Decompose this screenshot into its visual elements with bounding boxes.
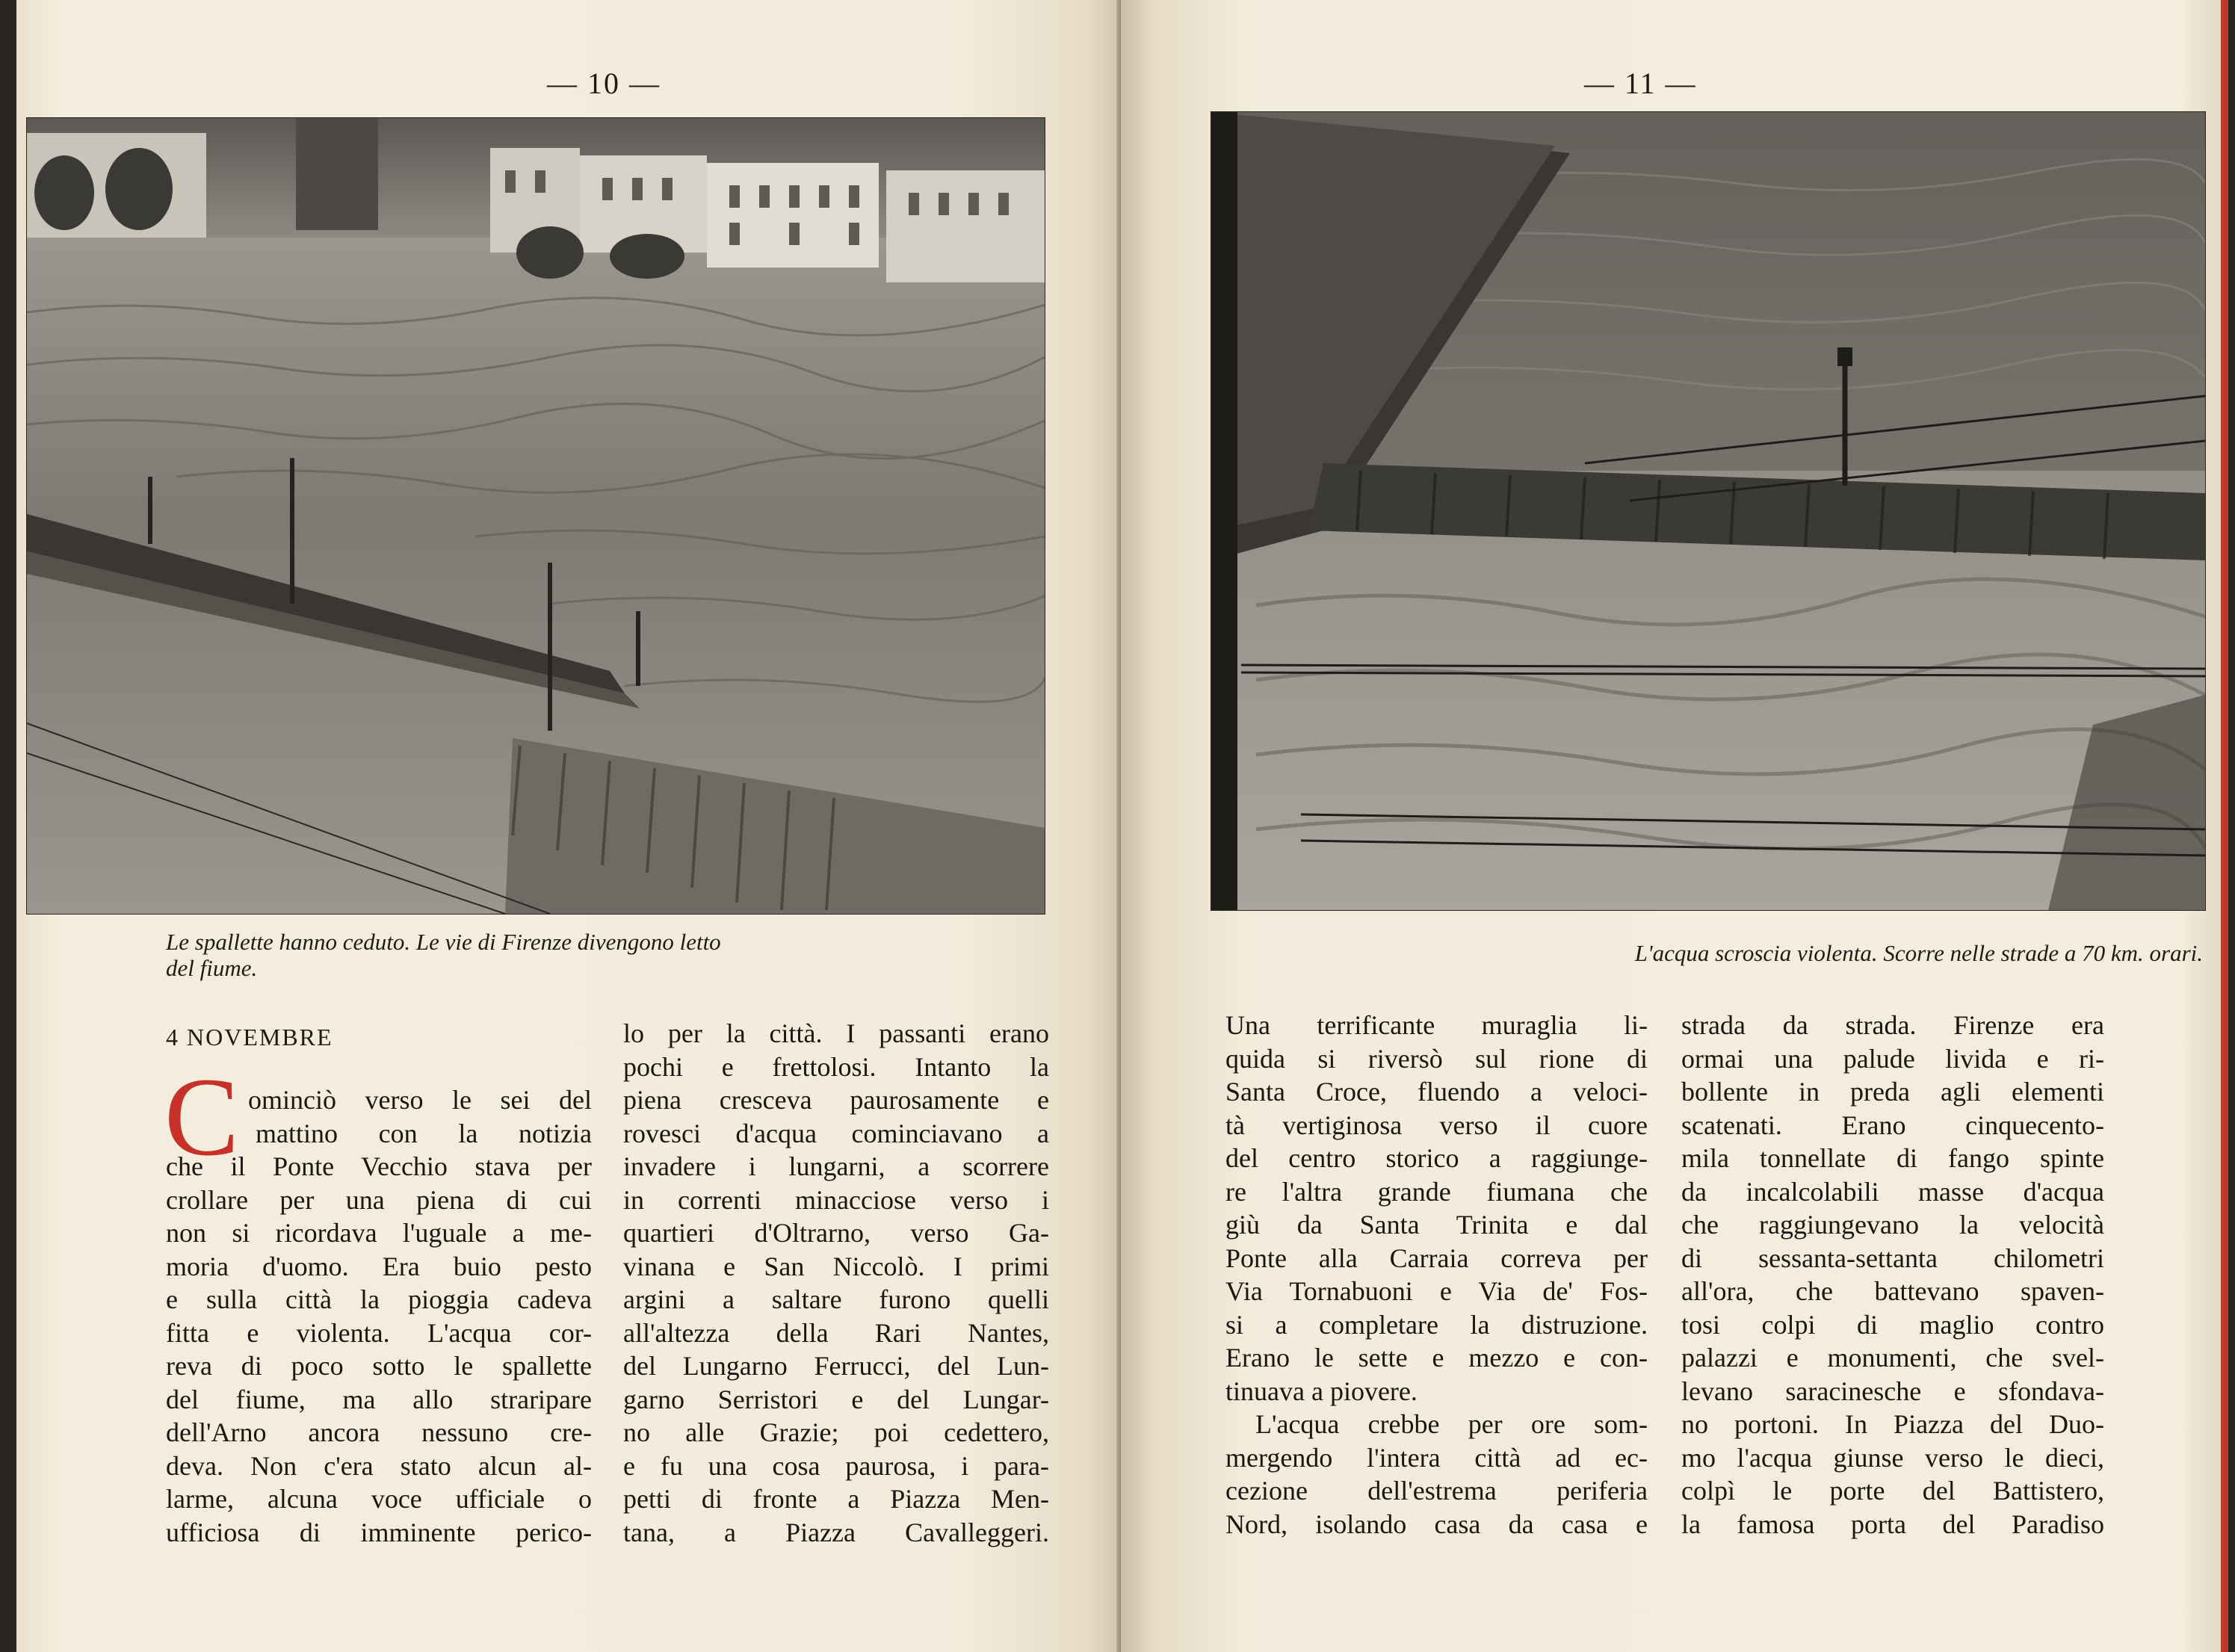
text-line: crollare per una piena di cui: [166, 1184, 592, 1215]
right-page: [1121, 0, 2223, 1652]
text-line: Erano le sette e mezzo e con-: [1225, 1343, 1648, 1373]
text-line: moria d'uomo. Era buio pesto: [166, 1251, 592, 1281]
text-line: all'altezza della Rari Nantes,: [623, 1317, 1049, 1348]
text-line: bollente in preda agli elementi: [1681, 1077, 2104, 1107]
text-line: del centro storico a raggiunge-: [1225, 1143, 1648, 1173]
text-line: mo l'acqua giunse verso le dieci,: [1681, 1442, 2104, 1473]
caption-line: Le spallette hanno ceduto. Le vie di Firenze divengono letto: [166, 929, 721, 955]
text-line: giù da Santa Trinita e dal: [1225, 1210, 1648, 1240]
text-line: strada da strada. Firenze era: [1681, 1010, 2104, 1040]
text-line: e fu una cosa paurosa, i para-: [623, 1450, 1049, 1481]
text-line: di sessanta-settanta chilometri: [1681, 1243, 2104, 1273]
left-page: [16, 0, 1121, 1652]
text-column-3: [1225, 1009, 1648, 1541]
text-line: no alle Grazie; poi cedettero,: [623, 1417, 1049, 1447]
text-line: ormai una palude livida e ri-: [1681, 1043, 2104, 1074]
photo-caption-right: L'acqua scroscia violenta. Scorre nelle strade a 70 km. orari.: [1634, 940, 2203, 966]
text-line: ominciò verso le sei del: [248, 1085, 592, 1115]
text-line: petti di fronte a Piazza Men-: [623, 1484, 1049, 1514]
text-line: tana, a Piazza Cavalleggeri.: [623, 1517, 1049, 1547]
text-line: che il Ponte Vecchio stava per: [166, 1151, 592, 1181]
text-line: Santa Croce, fluendo a veloci-: [1225, 1077, 1648, 1107]
text-line: fitta e violenta. L'acqua cor-: [166, 1317, 592, 1348]
page-edge-red: [2221, 0, 2228, 1652]
dateline: 4 NOVEMBRE: [166, 1024, 333, 1051]
text-line: Una terrificante muraglia li-: [1225, 1010, 1648, 1040]
page-number-left: — 10 —: [547, 66, 661, 100]
text-line: re l'altra grande fiumana che: [1225, 1176, 1648, 1207]
text-line: cezione dell'estrema periferia: [1225, 1476, 1648, 1506]
text-line: si a completare la distruzione.: [1225, 1309, 1648, 1340]
text-line: da incalcolabili masse d'acqua: [1681, 1176, 2104, 1207]
text-line: all'ora, che battevano spaven-: [1681, 1276, 2104, 1306]
text-line: dell'Arno ancora nessuno cre-: [166, 1417, 592, 1447]
text-line: quida si riversò sul rione di: [1225, 1043, 1648, 1074]
text-line: levano saracinesche e sfondava-: [1681, 1376, 2104, 1406]
text-column-1: [166, 1083, 592, 1549]
text-line: lo per la città. I passanti erano: [623, 1018, 1049, 1048]
text-line: deva. Non c'era stato alcun al-: [166, 1450, 592, 1481]
text-line: garno Serristori e del Lungar-: [623, 1384, 1049, 1414]
text-line: vinana e San Niccolò. I primi: [623, 1251, 1049, 1281]
text-line: pochi e frettolosi. Intanto la: [623, 1051, 1049, 1082]
text-column-4: [1681, 1009, 2104, 1541]
text-line: che raggiungevano la velocità: [1681, 1210, 2104, 1240]
text-line: mila tonnellate di fango spinte: [1681, 1143, 2104, 1173]
text-line: scatenati. Erano cinquecento-: [1681, 1110, 2104, 1140]
text-line: del fiume, ma allo straripare: [166, 1384, 592, 1414]
text-line: quartieri d'Oltrarno, verso Ga-: [623, 1218, 1049, 1248]
text-line: mattino con la notizia: [256, 1118, 592, 1148]
flood-photo-left-image: [27, 118, 1045, 914]
text-line: reva di poco sotto le spallette: [166, 1351, 592, 1381]
text-line: Nord, isolando casa da casa e: [1225, 1509, 1648, 1539]
photo-caption-left: [166, 929, 950, 981]
text-line: invadere i lungarni, a scorrere: [623, 1151, 1049, 1181]
text-line: Via Tornabuoni e Via de' Fos-: [1225, 1276, 1648, 1306]
text-line: tà vertiginosa verso il cuore: [1225, 1110, 1648, 1140]
flood-photo-right-image: [1211, 112, 2205, 910]
text-line: tosi colpi di maglio contro: [1681, 1309, 2104, 1340]
text-line: piena cresceva paurosamente e: [623, 1085, 1049, 1115]
text-line: rovesci d'acqua cominciavano a: [623, 1118, 1049, 1148]
text-line: del Lungarno Ferrucci, del Lun-: [623, 1351, 1049, 1381]
text-line: Ponte alla Carraia correva per: [1225, 1243, 1648, 1273]
page-number-right: — 11 —: [1584, 66, 1697, 100]
text-line: larme, alcuna voce ufficiale o: [166, 1484, 592, 1514]
text-line: e sulla città la pioggia cadeva: [166, 1284, 592, 1314]
text-line: no portoni. In Piazza del Duo-: [1681, 1409, 2104, 1439]
text-line: argini a saltare furono quelli: [623, 1284, 1049, 1314]
flood-photo-right: [1211, 112, 2205, 910]
text-line: la famosa porta del Paradiso: [1681, 1509, 2104, 1539]
text-line: ufficiosa di imminente perico-: [166, 1517, 592, 1547]
caption-line: del fiume.: [166, 955, 258, 981]
text-line: colpì le porte del Battistero,: [1681, 1476, 2104, 1506]
drop-cap: C: [164, 1055, 240, 1179]
text-line: L'acqua crebbe per ore som-: [1255, 1409, 1648, 1439]
text-line: palazzi e monumenti, che svel-: [1681, 1343, 2104, 1373]
text-line: in correnti minacciose verso i: [623, 1184, 1049, 1215]
text-line: mergendo l'intera città ad ec-: [1225, 1442, 1648, 1473]
text-line: tinuava a piovere.: [1225, 1376, 1418, 1406]
flood-photo-left: [27, 118, 1045, 914]
text-column-2: [623, 1017, 1049, 1549]
text-line: non si ricordava l'uguale a me-: [166, 1218, 592, 1248]
